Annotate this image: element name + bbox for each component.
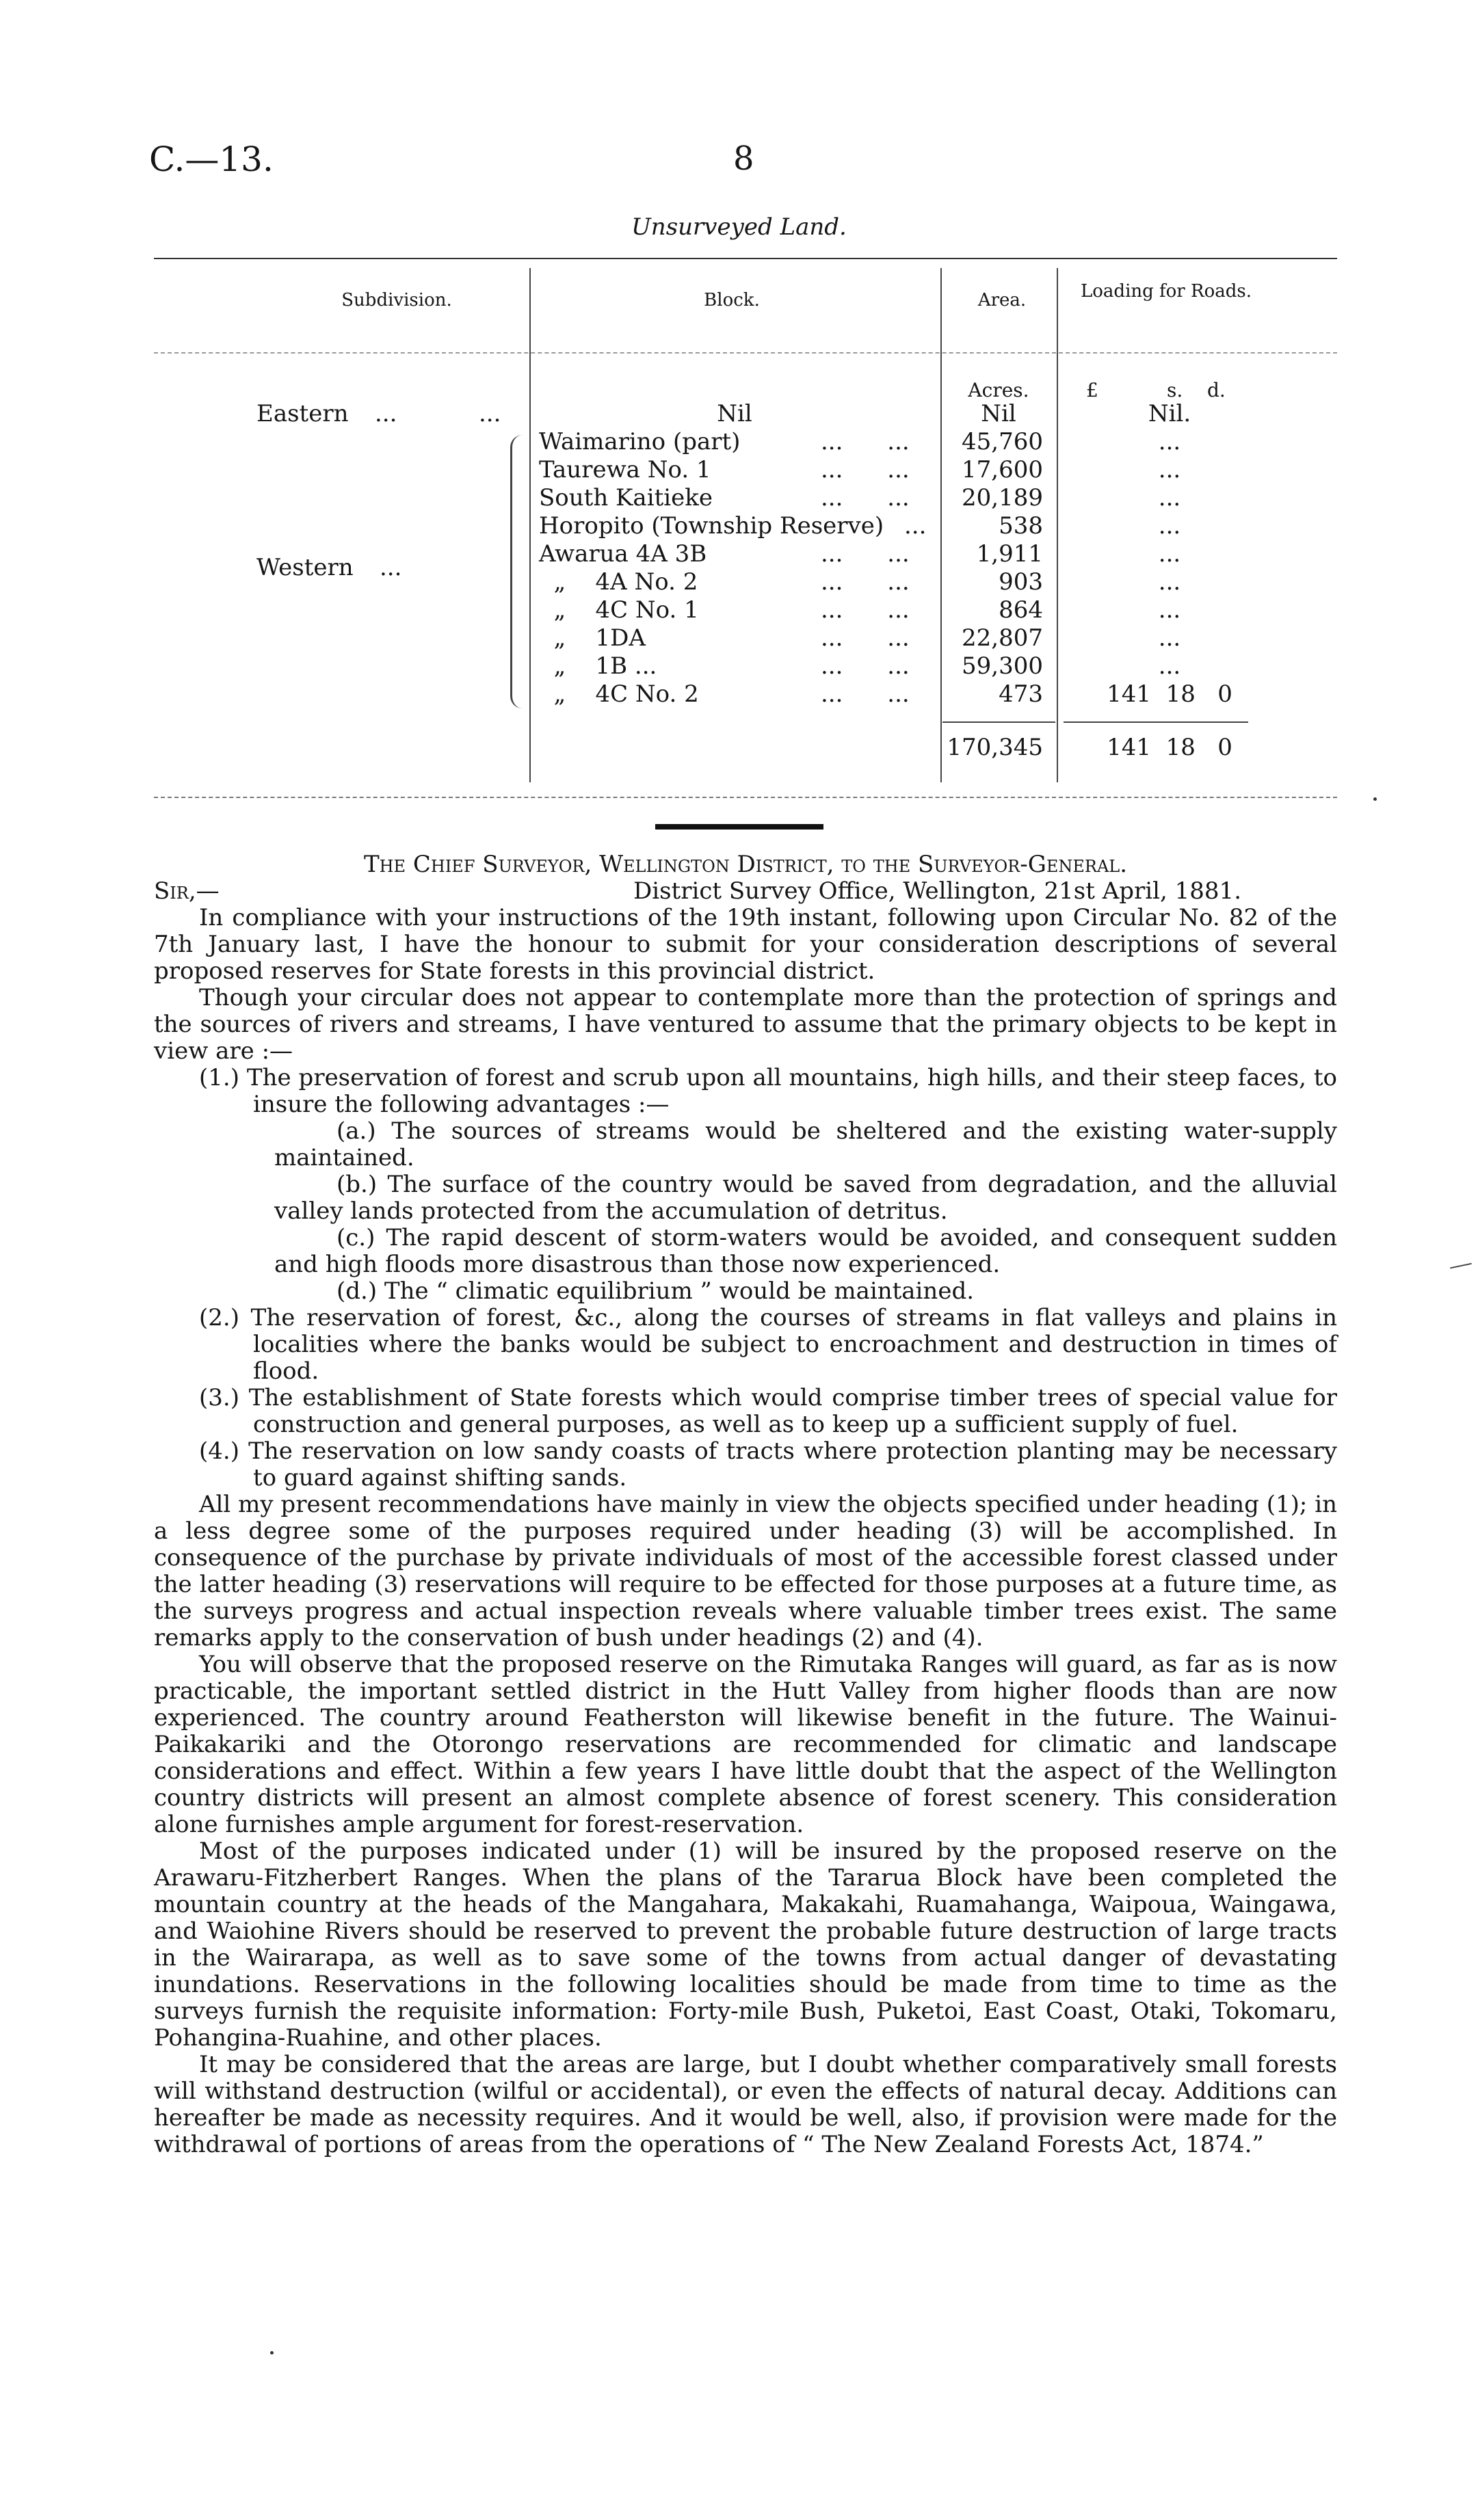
- area-cell: 1,911: [976, 540, 1043, 568]
- column-header-area: Area.: [977, 290, 1027, 310]
- total-rule: [942, 721, 1055, 723]
- page-number: 8: [733, 140, 754, 178]
- leader-dots: ...: [479, 400, 501, 427]
- sub-item: (b.) The surface of the country would be saved from degradation, and the alluvial valley lands protected from the accumulation of detritus.: [274, 1171, 1337, 1225]
- pence-unit: d.: [1207, 379, 1226, 401]
- loading-cell: ...: [1158, 512, 1181, 540]
- salutation: Sir,—: [154, 877, 220, 905]
- loading-cell: ...: [1158, 484, 1181, 512]
- sub-item: (c.) The rapid descent of storm-waters would be avoided, and consequent sudden and high floods more disastrous than those now experienced.: [274, 1224, 1337, 1278]
- loading-cell: 141 18 0: [1107, 680, 1232, 708]
- section-divider: [655, 824, 823, 830]
- area-cell: 473: [999, 680, 1043, 708]
- leader-dots: ...: [380, 554, 402, 581]
- paragraph: In compliance with your instructions of the 19th instant, following upon Circular No. 82 of the 7th January last, I have the honour to submit for your consideration descriptions of several proposed reserves for State forests in this provincial district.: [154, 904, 1337, 985]
- area-cell: Nil: [981, 400, 1016, 427]
- margin-mark: [1450, 1263, 1472, 1269]
- block-cell: Horopito (Township Reserve): [539, 512, 884, 540]
- leader-dots: ... ...: [821, 596, 910, 624]
- table-top-rule: [154, 258, 1337, 259]
- loading-cell: ...: [1158, 568, 1181, 596]
- paragraph: You will observe that the proposed reserve on the Rimutaka Ranges will guard, as far as is now practicable, the important settled district in the Hutt Valley from higher floods than are now experienced. The country around Featherston will likewise benefit in the future. The Wainui-Paikakariki and the Otorongo reservations are recommended for climatic and landscape considerations and effect. Within a few years I have little doubt that the aspect of the Wellington country districts will present an almost complete absence of forest scenery. This consideration alone furnishes ample argument for forest-reservation.: [154, 1651, 1337, 1838]
- loading-cell: ...: [1158, 596, 1181, 624]
- loading-cell: ...: [1158, 624, 1181, 652]
- block-cell: „ 1B ...: [539, 652, 657, 680]
- total-rule: [1064, 721, 1248, 723]
- table-header-rule: [154, 352, 1337, 354]
- list-item: (2.) The reservation of forest, &c., along the courses of streams in flat valleys and plains in localities where the banks would be subject to encroachment and destruction in times of flood.: [199, 1304, 1337, 1385]
- total-area: 170,345: [947, 734, 1043, 761]
- area-cell: 538: [999, 512, 1043, 540]
- area-cell: 864: [999, 596, 1043, 624]
- block-cell: „ 1DA: [539, 624, 646, 652]
- block-cell: Awarua 4A 3B: [539, 540, 707, 568]
- list-item: (3.) The establishment of State forests which would comprise timber trees of special value for construction and general purposes, as well as to keep up a sufficient supply of fuel.: [199, 1384, 1337, 1438]
- leader-dots: ... ...: [821, 568, 910, 596]
- paragraph: Most of the purposes indicated under (1) will be insured by the proposed reserve on the Arawaru-Fitzherbert Ranges. When the plans of the Tararua Block have been completed the mountain country at the heads of the Mangahara, Makakahi, Ruamahanga, Waipoua, Waingawa, and Waiohine Rivers should be reserved to prevent the probable future destruction of large tracts in the Wairarapa, as well as to save some of the towns from actual danger of devastating inundations. Reservations in the following localities should be made from time to time as the surveys furnish the requisite information: Forty-mile Bush, Puketoi, East Coast, Otaki, Tokomaru, Pohangina-Ruahine, and other places.: [154, 1838, 1337, 2052]
- leader-dots: ... ...: [821, 680, 910, 708]
- table-row: [0, 652, 1478, 680]
- loading-cell: ...: [1158, 652, 1181, 680]
- salutation-line: [154, 878, 1337, 905]
- table-row: [0, 624, 1478, 652]
- loading-cell: ...: [1158, 456, 1181, 483]
- subdivision-western: Western: [256, 554, 354, 581]
- block-cell: „ 4A No. 2: [539, 568, 698, 596]
- leader-dots: ...: [375, 400, 397, 427]
- table-row: [0, 456, 1478, 484]
- leader-dots: ... ...: [821, 484, 910, 512]
- area-unit: Acres.: [968, 379, 1029, 401]
- shillings-unit: s.: [1167, 379, 1183, 401]
- list-item: (4.) The reservation on low sandy coasts of tracts where protection planting may be necessary to guard against shifting sands.: [199, 1437, 1337, 1491]
- leader-dots: ... ...: [821, 652, 910, 680]
- block-cell: Nil: [717, 400, 752, 427]
- table-row: [0, 428, 1478, 456]
- western-rows: [0, 428, 1478, 708]
- leader-dots: ... ...: [821, 428, 910, 455]
- block-cell: South Kaitieke: [539, 484, 713, 512]
- area-cell: 22,807: [962, 624, 1043, 652]
- column-header-loading: Loading for Roads.: [1081, 281, 1252, 302]
- stray-mark: [1373, 797, 1377, 801]
- area-cell: 59,300: [962, 652, 1043, 680]
- loading-cell: Nil.: [1148, 400, 1191, 427]
- table-row: [0, 680, 1478, 708]
- table-row: [0, 540, 1478, 568]
- leader-dots: ...: [904, 512, 927, 540]
- pounds-unit: £: [1086, 379, 1098, 401]
- paragraph: Though your circular does not appear to contemplate more than the protection of springs and the sources of rivers and streams, I have ventured to assume that the primary objects to be kept in view are :—: [154, 984, 1337, 1065]
- stray-mark: [270, 2351, 274, 2355]
- area-cell: 903: [999, 568, 1043, 596]
- paragraph: It may be considered that the areas are large, but I doubt whether comparatively small forests will withstand destruction (wilful or accidental), or even the effects of natural decay. Additions can hereafter be made as necessity requires. And it would be well, also, if provision were made for the withdrawal of portions of areas from the operations of “ The New Zealand Forests Act, 1874.”: [154, 2051, 1337, 2158]
- list-item: (1.) The preservation of forest and scrub upon all mountains, high hills, and their steep faces, to insure the following advantages :—: [199, 1064, 1337, 1118]
- column-header-block: Block.: [704, 290, 760, 310]
- block-cell: Waimarino (part): [539, 428, 741, 455]
- area-cell: 17,600: [962, 456, 1043, 483]
- leader-dots: ... ...: [821, 624, 910, 652]
- document-reference: C.—13.: [149, 140, 274, 179]
- subdivision-eastern: Eastern: [256, 400, 349, 427]
- paragraph: All my present recommendations have mainly in view the objects specified under heading (1); in a less degree some of the purposes required under heading (3) will be accomplished. In consequence of the purchase by private individuals of most of the accessible forest classed under the latter heading (3) reservations will require to be effected for those purposes at a future time, as the surveys progress and actual inspection reveals where valuable timber trees exist. The same remarks apply to the conservation of bush under headings (2) and (4).: [154, 1491, 1337, 1652]
- table-row: [0, 512, 1478, 540]
- table-caption: Unsurveyed Land.: [631, 213, 847, 241]
- leader-dots: ... ...: [821, 540, 910, 568]
- leader-dots: ... ...: [821, 456, 910, 483]
- sender-address: District Survey Office, Wellington, 21st April, 1881.: [633, 877, 1241, 905]
- block-cell: „ 4C No. 2: [539, 680, 699, 708]
- table-bottom-rule: [154, 797, 1337, 798]
- area-cell: 20,189: [962, 484, 1043, 512]
- area-cell: 45,760: [962, 428, 1043, 455]
- table-row: [0, 484, 1478, 512]
- loading-cell: ...: [1158, 428, 1181, 455]
- block-cell: „ 4C No. 1: [539, 596, 699, 624]
- sub-item: (d.) The “ climatic equilibrium ” would be maintained.: [336, 1277, 975, 1305]
- table-row: [0, 568, 1478, 596]
- sub-item: (a.) The sources of streams would be sheltered and the existing water-supply maintained.: [274, 1117, 1337, 1171]
- letter-body: [154, 851, 1337, 2158]
- letter-heading: The Chief Surveyor, Wellington District, to the Surveyor-General.: [363, 851, 1128, 878]
- table-row: [0, 596, 1478, 624]
- block-cell: Taurewa No. 1: [539, 456, 711, 483]
- total-loading: 141 18 0: [1107, 734, 1232, 761]
- column-header-subdivision: Subdivision.: [341, 290, 452, 310]
- loading-cell: ...: [1158, 540, 1181, 568]
